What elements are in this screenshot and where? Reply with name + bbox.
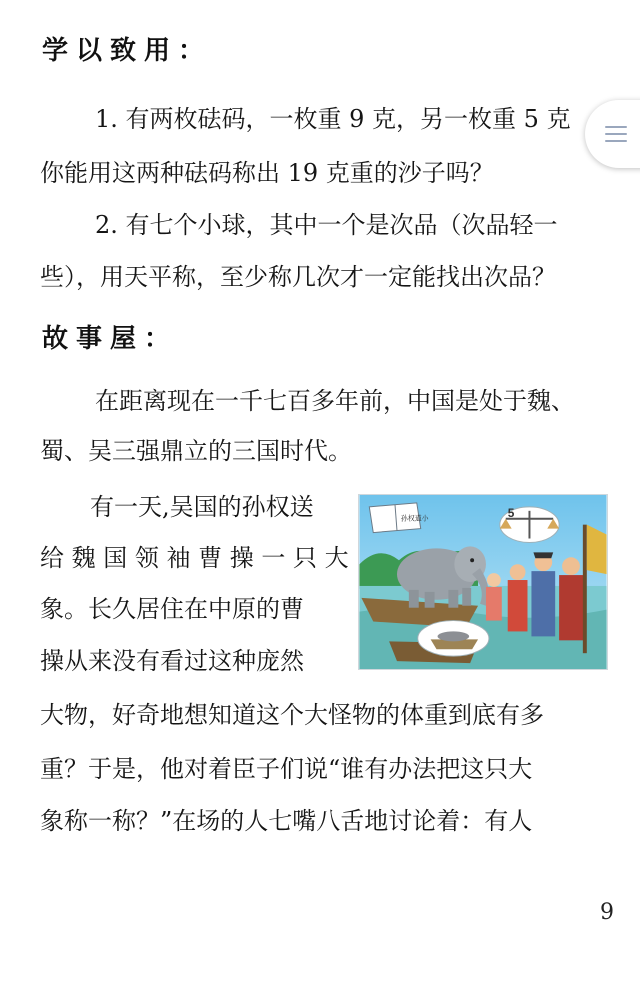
story-line-8: 重？于是，他对着臣子们说“谁有办法把这只大 — [40, 755, 533, 783]
story-line-4: 给 魏 国 领 袖 曹 操 一 只 大 — [40, 544, 349, 572]
story-line-5: 象。长久居住在中原的曹 — [40, 595, 304, 623]
hamburger-menu-icon-bar — [605, 140, 627, 142]
page-number: 9 — [600, 900, 614, 925]
story-heading: 故事屋： — [42, 324, 179, 354]
practice-line-1: 1. 有两枚砝码，一枚重 9 克，另一枚重 5 克 — [95, 105, 571, 133]
story-line-1: 在距离现在一千七百多年前，中国是处于魏、 — [95, 387, 575, 415]
practice-line-4: 些），用天平称，至少称几次才一定能找出次品？ — [40, 263, 556, 291]
practice-line-3: 2. 有七个小球，其中一个是次品（次品轻一 — [95, 211, 558, 239]
story-line-3: 有一天,吴国的孙权送 — [90, 493, 314, 521]
book-label: 孙权道小 — [400, 515, 429, 523]
story-line-9: 象称一称？”在场的人七嘴八舌地讨论着：有人 — [40, 807, 533, 835]
practice-heading: 学以致用： — [42, 36, 213, 66]
practice-line-2: 你能用这两种砝码称出 19 克重的沙子吗？ — [40, 159, 494, 187]
bubble-number: 5 — [507, 505, 515, 520]
elephant-weighing-illustration — [358, 494, 608, 670]
story-line-2: 蜀、吴三强鼎立的三国时代。 — [40, 437, 352, 465]
hamburger-menu-icon-bar — [605, 133, 627, 135]
thought-bubble — [418, 621, 489, 657]
story-line-6: 操从来没有看过这种庞然 — [40, 647, 304, 675]
side-menu-button[interactable] — [585, 100, 640, 168]
hamburger-menu-icon — [605, 126, 627, 128]
story-line-7: 大物，好奇地想知道这个大怪物的体重到底有多 — [40, 701, 544, 729]
